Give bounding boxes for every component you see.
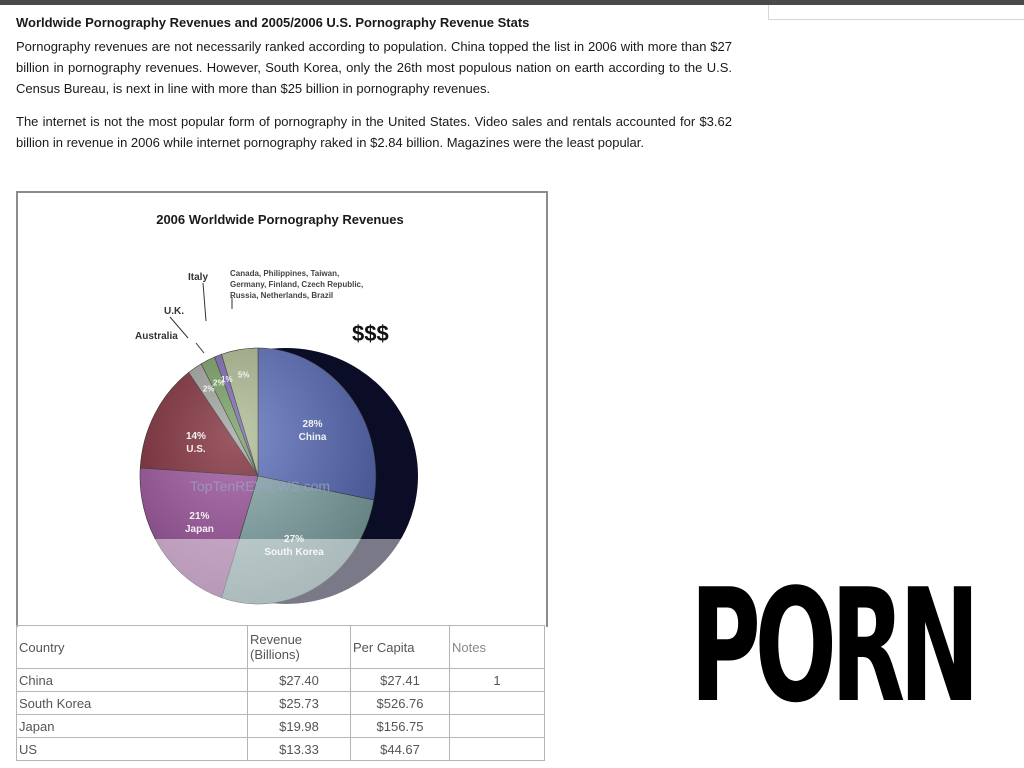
pie-chart <box>18 193 546 627</box>
cell-revenue: $25.73 <box>248 692 351 715</box>
pie-slice-label: 1% <box>221 375 233 385</box>
cell-notes <box>450 715 545 738</box>
article <box>16 14 732 165</box>
pie-slice-label: 2% <box>213 378 225 388</box>
cell-notes <box>450 692 545 715</box>
table-row <box>17 692 545 715</box>
pie-slice-label: 2% <box>202 384 215 394</box>
article-paragraph-2: The internet is not the most popular form of pornography in the United States. Video sales and rentals accounted for $3.62 billion in revenue in 2006 while internet pornography raked in $2.84 billion. Magazines were the least popular. <box>16 114 732 150</box>
pie-slice-label: 5% <box>237 370 250 380</box>
pie-slice-label: 27% South Korea <box>264 534 324 559</box>
cell-per-capita: $526.76 <box>351 692 450 715</box>
cell-notes: 1 <box>450 669 545 692</box>
article-paragraph-1: Pornography revenues are not necessarily ranked according to population. China topped the list in 2006 with more than $27 billion in pornography revenues. However, South Korea, only the 26th most populous nation on earth according to the U.S. Census Bureau, is next in line with more than $25 billion in pornography revenues. <box>16 39 732 96</box>
callout-others-line-3: Russia, Netherlands, Brazil <box>230 291 334 300</box>
cell-notes <box>450 738 545 761</box>
pie-shading <box>140 348 376 604</box>
cell-revenue: $19.98 <box>248 715 351 738</box>
chart-title: 2006 Worldwide Pornography Revenues <box>156 212 404 227</box>
revenue-table <box>16 625 545 761</box>
right-panel <box>768 5 1024 20</box>
callout-uk: U.K. <box>164 306 184 317</box>
table-row <box>17 669 545 692</box>
cell-country: Japan <box>17 715 248 738</box>
cell-revenue: $13.33 <box>248 738 351 761</box>
table-row <box>17 715 545 738</box>
header-per-capita: Per Capita <box>351 626 450 669</box>
cell-country: US <box>17 738 248 761</box>
article-title: Worldwide Pornography Revenues and 2005/2006 U.S. Pornography Revenue Stats <box>16 15 530 30</box>
header-notes: Notes <box>450 626 545 669</box>
slide-title: PORN <box>690 555 974 737</box>
cell-per-capita: $27.41 <box>351 669 450 692</box>
header-revenue: Revenue (Billions) <box>248 626 351 669</box>
table-row <box>17 738 545 761</box>
cell-country: South Korea <box>17 692 248 715</box>
callout-others-line-1: Canada, Philippines, Taiwan, <box>230 269 340 278</box>
watermark: TopTenREVIEWS.com <box>190 478 331 494</box>
pie-slice-label: 28% China <box>298 419 327 444</box>
currency-mark: $$$ <box>352 321 389 346</box>
cell-country: China <box>17 669 248 692</box>
pie-slice-label: 21% Japan <box>184 511 214 536</box>
cell-revenue: $27.40 <box>248 669 351 692</box>
callout-italy: Italy <box>188 272 209 283</box>
cell-per-capita: $44.67 <box>351 738 450 761</box>
table-header-row <box>17 626 545 669</box>
callout-others-line-2: Germany, Finland, Czech Republic, <box>230 280 364 289</box>
pie-chart-figure <box>16 191 548 627</box>
cell-per-capita: $156.75 <box>351 715 450 738</box>
header-country: Country <box>17 626 248 669</box>
callout-australia: Australia <box>135 331 178 342</box>
pie-slice-label: 14% U.S. <box>185 431 206 456</box>
